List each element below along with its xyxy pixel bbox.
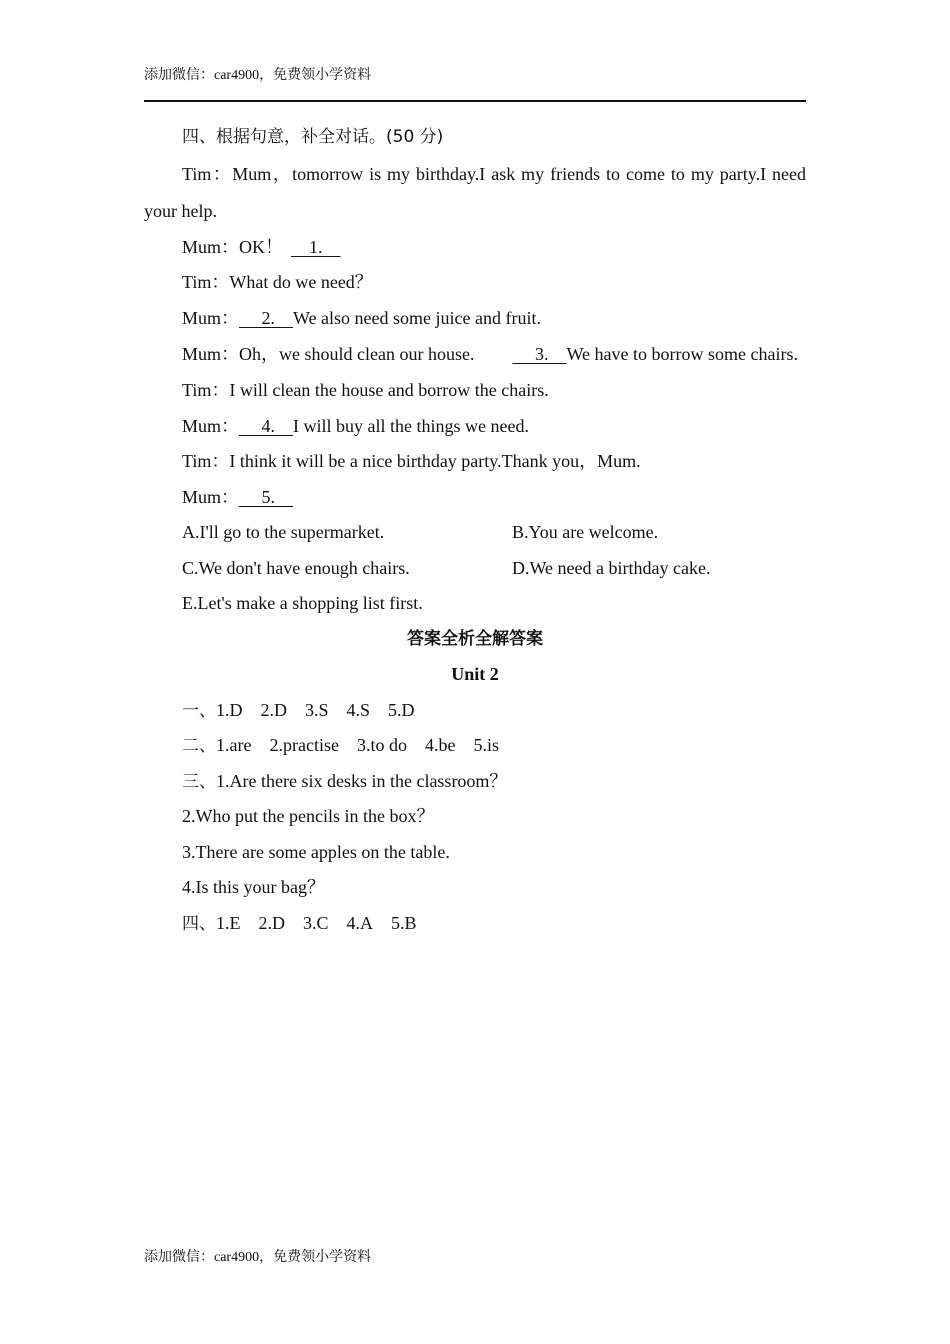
option-a: A.I'll go to the supermarket.: [182, 522, 385, 542]
options-row-1: [144, 515, 806, 551]
blank-3: 3.: [534, 344, 549, 364]
dialogue-line-3: Tim：What do we need？: [182, 272, 373, 292]
speaker-text: Mum：: [182, 307, 240, 328]
answers-part-3-s1: 三、1.Are there six desks in the classroom？: [182, 770, 508, 792]
speaker-text: Mum：OK！: [182, 236, 284, 257]
page-header: 添加微信：car4900，免费领小学资料: [144, 68, 372, 83]
answers-part-4: 四、1.E 2.D 3.C 4.A 5.B: [182, 912, 417, 934]
option-d: D.We need a birthday cake.: [512, 557, 711, 578]
option-c: C.We don't have enough chairs.: [182, 557, 410, 578]
header-divider: [144, 100, 806, 102]
blank-4: 4.: [261, 415, 276, 436]
dialogue-line-1: Tim：Mum，tomorrow is my birthday.I ask my friends to come to my party.I need your help.: [144, 163, 806, 221]
dialogue-line-4: [144, 301, 806, 337]
dialogue-text: I will buy all the things we need.: [293, 415, 529, 436]
answers-part-1: 一、1.D 2.D 3.S 4.S 5.D: [182, 699, 415, 721]
speaker-text: Mum：: [182, 486, 240, 507]
section-title: 四、根据句意，补全对话。(50 分): [182, 127, 444, 147]
dialogue-line-9: [144, 480, 806, 516]
page-footer: 添加微信：car4900，免费领小学资料: [144, 1250, 372, 1265]
speaker-text: Mum：: [182, 415, 240, 436]
dialogue-line-7: [144, 409, 806, 445]
blank-5: 5.: [261, 486, 276, 507]
answers-part-2: 二、1.are 2.practise 3.to do 4.be 5.is: [182, 735, 499, 756]
option-b: B.You are welcome.: [512, 522, 659, 542]
blank-1: 1.: [309, 236, 323, 257]
dialogue-line-5: Mum：Oh，we should clean our house. 3. We have to borrow some chairs.: [144, 336, 806, 373]
answers-part-3-s3: 3.There are some apples on the table.: [182, 841, 450, 862]
option-e: E.Let's make a shopping list first.: [182, 593, 423, 613]
dialogue-text: We also need some juice and fruit.: [293, 307, 541, 328]
dialogue-line-8: Tim：I think it will be a nice birthday party.Thank you，Mum.: [182, 451, 641, 471]
answers-title: 答案全析全解答案: [407, 628, 543, 649]
dialogue-line-2: [144, 230, 806, 266]
options-row-2: [144, 551, 806, 587]
answers-part-3-s4: 4.Is this your bag？: [182, 877, 325, 897]
answers-part-3-s2: 2.Who put the pencils in the box？: [182, 806, 435, 826]
blank-2: 2.: [261, 307, 276, 328]
document-body: [144, 120, 806, 941]
dialogue-line-6: Tim：I will clean the house and borrow the chairs.: [182, 380, 549, 400]
unit-title: Unit 2: [451, 664, 499, 684]
